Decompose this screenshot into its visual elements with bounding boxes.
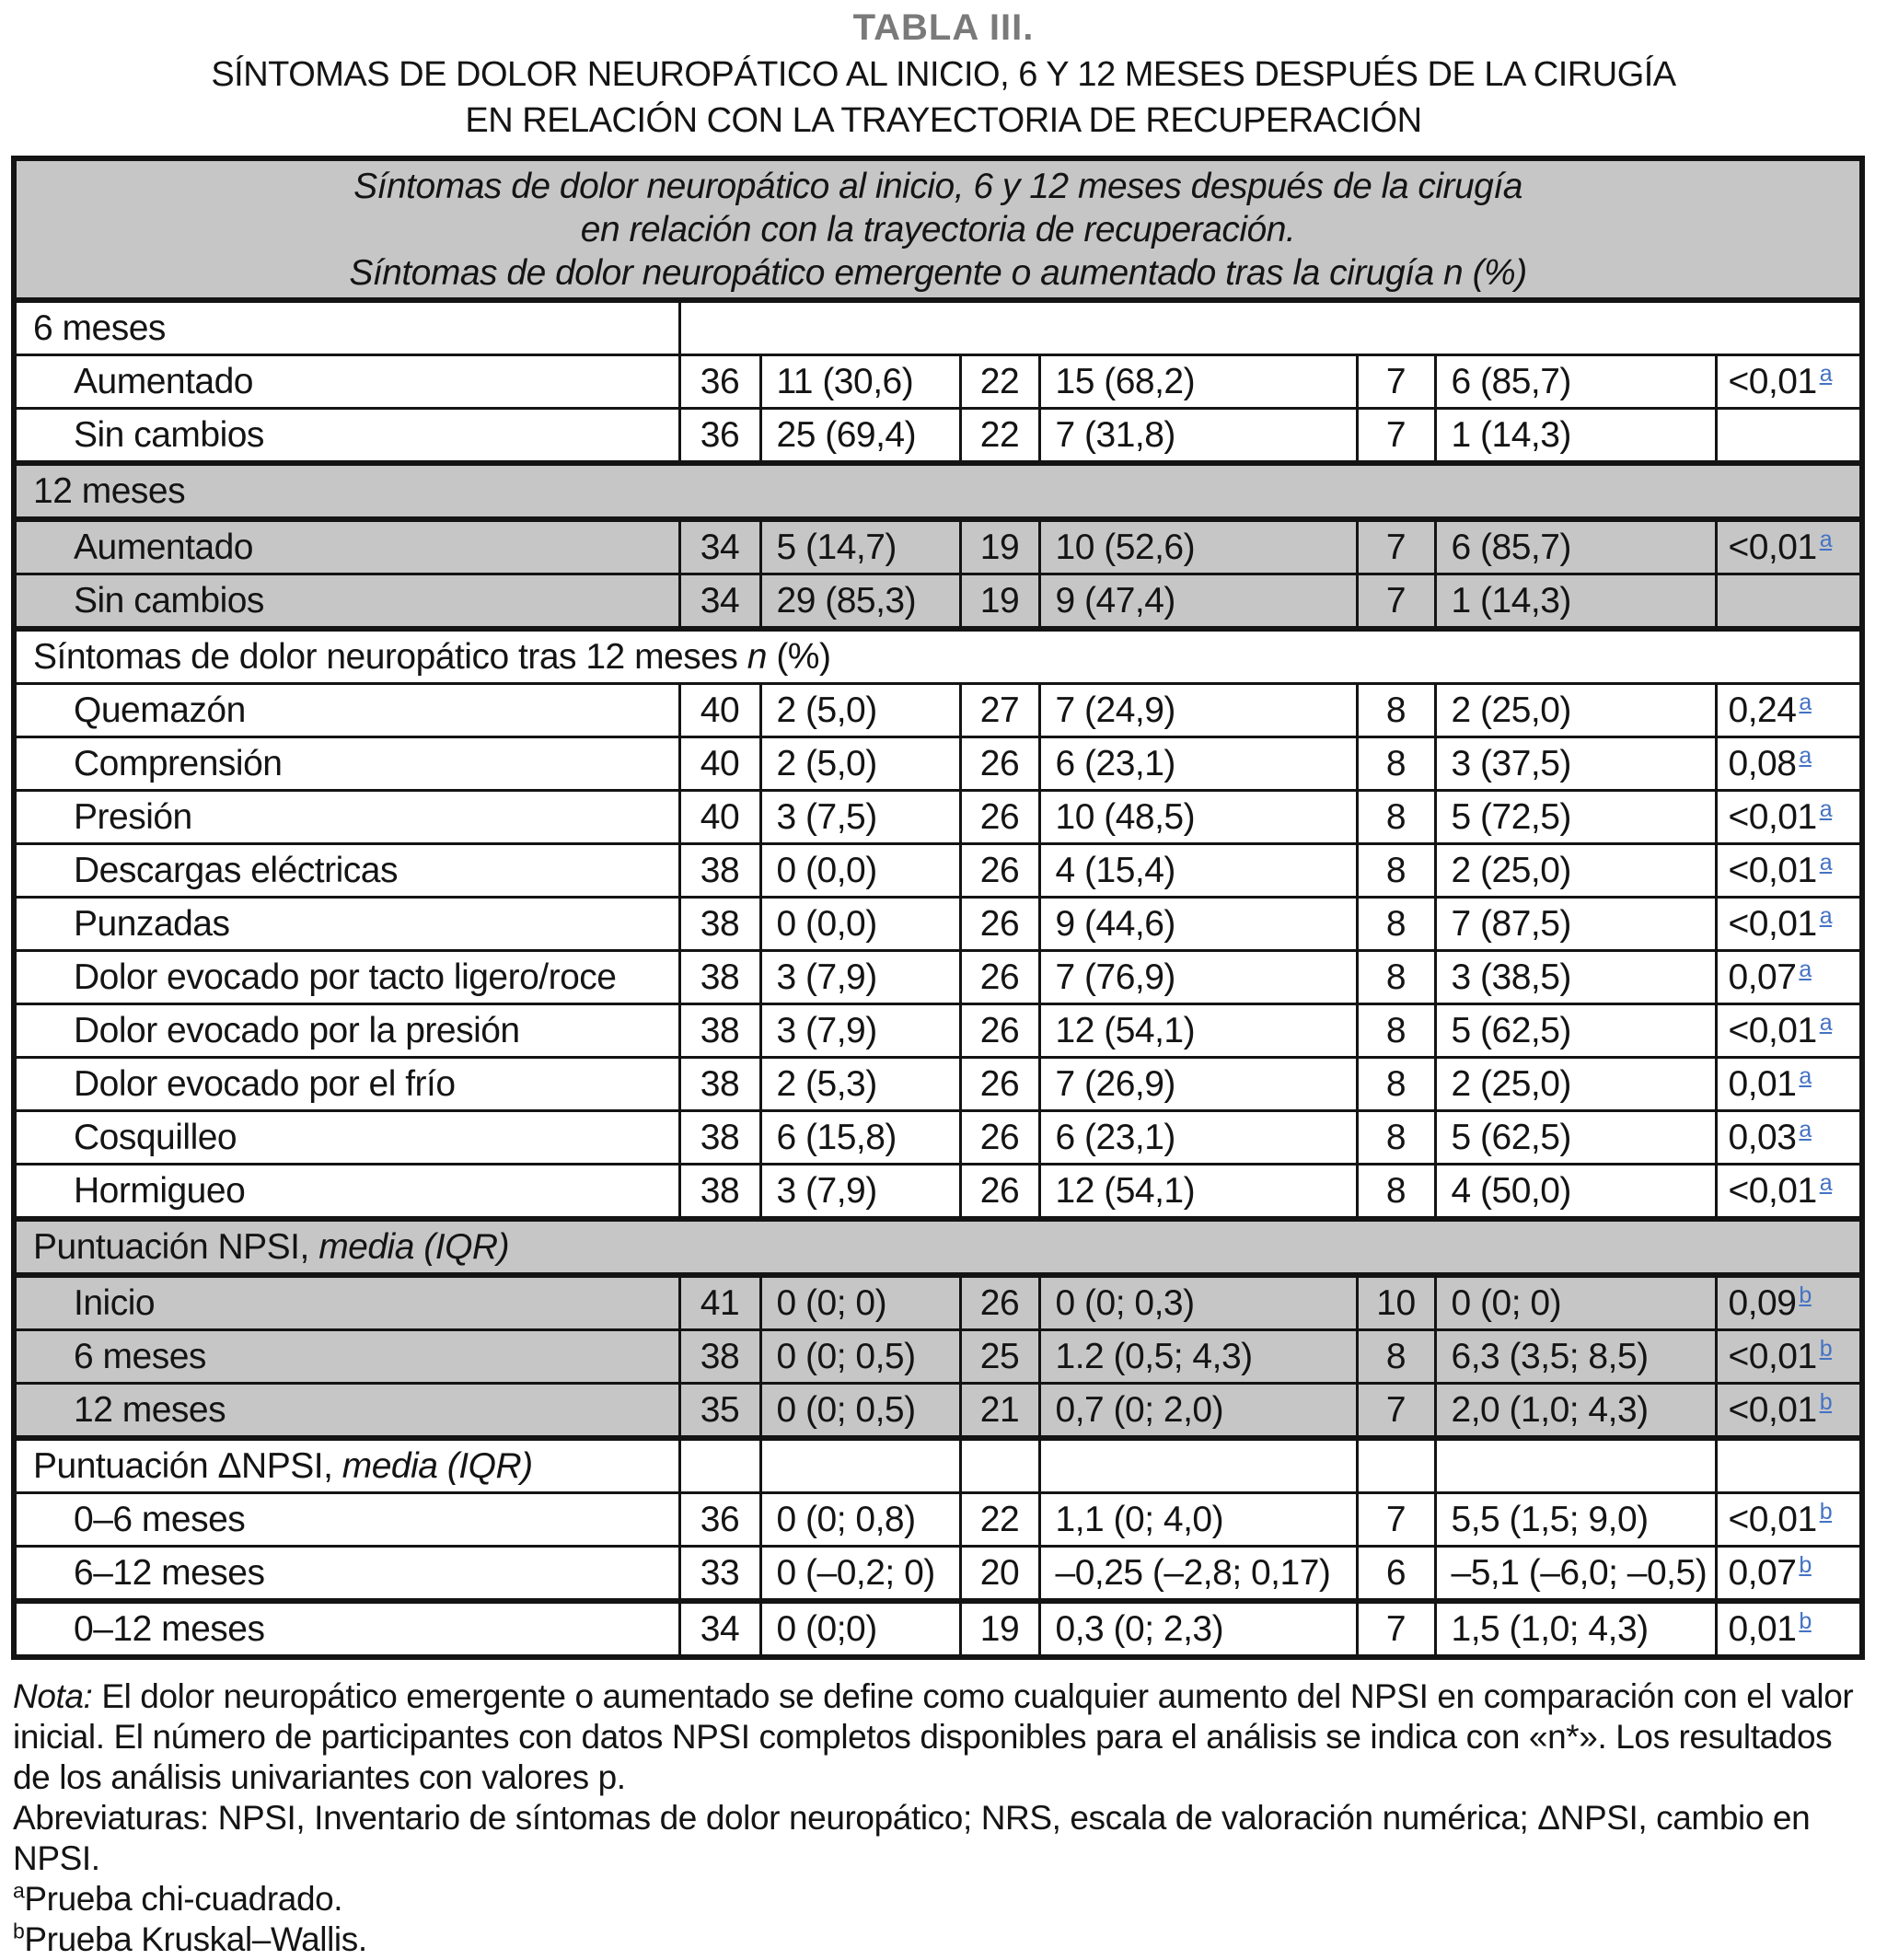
table-row xyxy=(14,684,1862,737)
p-value-cell xyxy=(1716,519,1862,574)
p-footnote-marker: a xyxy=(1819,902,1833,929)
value-cell: 0 (0,0) xyxy=(760,898,960,951)
empty-cell xyxy=(760,1438,960,1493)
p-value-text: <0,01 xyxy=(1728,1010,1817,1050)
section-label-cell xyxy=(14,629,1862,684)
n-cell: 26 xyxy=(960,1111,1039,1165)
n-cell: 8 xyxy=(1357,791,1435,844)
value-cell: 12 (54,1) xyxy=(1039,1004,1357,1058)
row-label-cell: Dolor evocado por el frío xyxy=(14,1058,679,1111)
label-part: Síntomas de dolor neuropático tras 12 meses xyxy=(33,636,747,677)
table-row xyxy=(14,1384,1862,1439)
label-part: El dolor neuropático emergente o aumentado se define como cualquier aumento del NPSI en comparación con el valor xyxy=(92,1677,1854,1715)
empty-cell xyxy=(1716,1438,1862,1493)
n-cell: 20 xyxy=(960,1547,1039,1602)
table-row xyxy=(14,574,1862,630)
value-cell: 7 (87,5) xyxy=(1435,898,1716,951)
value-cell: 4 (50,0) xyxy=(1435,1165,1716,1220)
value-cell: 10 (52,6) xyxy=(1039,519,1357,574)
table-row xyxy=(14,519,1862,574)
p-value-cell xyxy=(1716,1004,1862,1058)
section-label-cell xyxy=(14,300,679,355)
value-cell: 3 (7,5) xyxy=(760,791,960,844)
p-value-text: 0,01 xyxy=(1728,1608,1797,1649)
note-line xyxy=(13,1676,1887,1717)
n-cell: 7 xyxy=(1357,1601,1435,1657)
p-footnote-marker: b xyxy=(1819,1335,1833,1362)
n-cell: 19 xyxy=(960,519,1039,574)
label-part: (%) xyxy=(766,636,831,677)
p-value-cell xyxy=(1716,1330,1862,1384)
value-cell: 7 (26,9) xyxy=(1039,1058,1357,1111)
row-label-cell: Presión xyxy=(14,791,679,844)
n-cell: 38 xyxy=(679,844,760,898)
label-part: 12 meses xyxy=(33,470,186,511)
value-cell: 1 (14,3) xyxy=(1435,574,1716,630)
value-cell: 2 (5,0) xyxy=(760,737,960,791)
n-cell: 38 xyxy=(679,951,760,1004)
row-label-cell: 0–12 meses xyxy=(14,1601,679,1657)
table-row xyxy=(14,1330,1862,1384)
row-label-cell: Dolor evocado por tacto ligero/roce xyxy=(14,951,679,1004)
n-cell: 8 xyxy=(1357,684,1435,737)
p-value-text: 0,07 xyxy=(1728,1552,1797,1593)
n-cell: 7 xyxy=(1357,1493,1435,1547)
n-cell: 7 xyxy=(1357,519,1435,574)
value-cell: 6 (85,7) xyxy=(1435,355,1716,409)
value-cell: 2 (25,0) xyxy=(1435,684,1716,737)
value-cell: 15 (68,2) xyxy=(1039,355,1357,409)
p-value-text: <0,01 xyxy=(1728,361,1817,401)
n-cell: 7 xyxy=(1357,355,1435,409)
p-footnote-marker: a xyxy=(1819,1009,1833,1036)
label-part: Abreviaturas: NPSI, Inventario de síntomas de dolor neuropático; NRS, escala de valoración numérica; ΔNPSI, cambio en NPSI. xyxy=(13,1799,1811,1877)
symptoms-table xyxy=(11,156,1865,1660)
value-cell: 5 (14,7) xyxy=(760,519,960,574)
table-subtitle-line2: EN RELACIÓN CON LA TRAYECTORIA DE RECUPERACIÓN xyxy=(465,101,1422,140)
n-cell: 26 xyxy=(960,844,1039,898)
n-cell: 8 xyxy=(1357,1111,1435,1165)
n-cell: 8 xyxy=(1357,1165,1435,1220)
label-part: Puntuación ΔNPSI, xyxy=(33,1445,342,1486)
note-line xyxy=(13,1879,1887,1919)
value-cell: 2 (5,0) xyxy=(760,684,960,737)
section-label-cell xyxy=(14,463,1862,519)
n-cell: 26 xyxy=(960,898,1039,951)
n-cell: 7 xyxy=(1357,574,1435,630)
table-header-line: Síntomas de dolor neuropático al inicio, 6 y 12 meses después de la cirugía xyxy=(353,166,1522,206)
value-cell: 11 (30,6) xyxy=(760,355,960,409)
p-value-text: 0,01 xyxy=(1728,1063,1797,1104)
value-cell: 0 (0; 0) xyxy=(760,1275,960,1330)
value-cell: 0 (0; 0,8) xyxy=(760,1493,960,1547)
p-value-cell xyxy=(1716,1058,1862,1111)
n-cell: 33 xyxy=(679,1547,760,1602)
p-footnote-marker: a xyxy=(1799,1062,1812,1089)
value-cell: 1 (14,3) xyxy=(1435,409,1716,464)
n-cell: 22 xyxy=(960,1493,1039,1547)
value-cell: 2,0 (1,0; 4,3) xyxy=(1435,1384,1716,1439)
footnotes-block xyxy=(13,1676,1887,1960)
table-row xyxy=(14,1601,1862,1657)
value-cell: 5,5 (1,5; 9,0) xyxy=(1435,1493,1716,1547)
label-part: de los análisis univariantes con valores p. xyxy=(13,1758,626,1796)
p-value-cell xyxy=(1716,1384,1862,1439)
label-part: Puntuación NPSI, xyxy=(33,1226,319,1267)
section-row xyxy=(14,463,1862,519)
empty-cell xyxy=(679,300,1862,355)
empty-cell xyxy=(1357,1438,1435,1493)
section-row xyxy=(14,1219,1862,1275)
row-label-cell: 6–12 meses xyxy=(14,1547,679,1602)
n-cell: 38 xyxy=(679,1165,760,1220)
p-value-text: <0,01 xyxy=(1728,796,1817,837)
p-value-text: <0,01 xyxy=(1728,850,1817,890)
section-row xyxy=(14,1438,1862,1493)
value-cell: 25 (69,4) xyxy=(760,409,960,464)
section-label-cell xyxy=(14,1219,1862,1275)
n-cell: 7 xyxy=(1357,409,1435,464)
p-footnote-marker: b xyxy=(1819,1498,1833,1525)
row-label-cell: Cosquilleo xyxy=(14,1111,679,1165)
table-header-line: Síntomas de dolor neuropático emergente o aumentado tras la cirugía n (%) xyxy=(349,252,1527,293)
value-cell: 3 (38,5) xyxy=(1435,951,1716,1004)
p-value-cell xyxy=(1716,844,1862,898)
n-cell: 27 xyxy=(960,684,1039,737)
n-cell: 26 xyxy=(960,1058,1039,1111)
value-cell: 0 (0;0) xyxy=(760,1601,960,1657)
value-cell: –5,1 (–6,0; –0,5) xyxy=(1435,1547,1716,1602)
value-cell: 2 (25,0) xyxy=(1435,1058,1716,1111)
n-cell: 36 xyxy=(679,1493,760,1547)
n-cell: 40 xyxy=(679,684,760,737)
section-row xyxy=(14,629,1862,684)
value-cell: 6 (23,1) xyxy=(1039,737,1357,791)
table-row xyxy=(14,1493,1862,1547)
p-footnote-marker: a xyxy=(1819,360,1833,387)
value-cell: 0 (0; 0,3) xyxy=(1039,1275,1357,1330)
p-footnote-marker: a xyxy=(1819,849,1833,876)
n-cell: 26 xyxy=(960,737,1039,791)
value-cell: 3 (7,9) xyxy=(760,1165,960,1220)
empty-cell xyxy=(1435,1438,1716,1493)
table-row xyxy=(14,355,1862,409)
p-footnote-marker: a xyxy=(1799,689,1812,715)
n-cell: 38 xyxy=(679,1330,760,1384)
n-cell: 26 xyxy=(960,1165,1039,1220)
table-number-title: TABLA III. xyxy=(852,7,1035,48)
n-cell: 19 xyxy=(960,1601,1039,1657)
n-cell: 8 xyxy=(1357,1330,1435,1384)
p-value-text: 0,24 xyxy=(1728,690,1797,730)
row-label-cell: Comprensión xyxy=(14,737,679,791)
n-cell: 38 xyxy=(679,898,760,951)
p-value-cell xyxy=(1716,791,1862,844)
p-value-cell xyxy=(1716,1165,1862,1220)
value-cell: 0 (–0,2; 0) xyxy=(760,1547,960,1602)
note-line xyxy=(13,1919,1887,1960)
value-cell: 1.2 (0,5; 4,3) xyxy=(1039,1330,1357,1384)
table-subtitle-line1: SÍNTOMAS DE DOLOR NEUROPÁTICO AL INICIO, 6 Y 12 MESES DESPUÉS DE LA CIRUGÍA xyxy=(211,55,1676,94)
p-value-cell xyxy=(1716,1547,1862,1602)
value-cell: 9 (44,6) xyxy=(1039,898,1357,951)
label-part: 6 meses xyxy=(33,307,166,348)
value-cell: 1,1 (0; 4,0) xyxy=(1039,1493,1357,1547)
n-cell: 34 xyxy=(679,574,760,630)
p-value-text: <0,01 xyxy=(1728,903,1817,944)
p-value-cell xyxy=(1716,684,1862,737)
value-cell: 3 (7,9) xyxy=(760,1004,960,1058)
n-cell: 8 xyxy=(1357,844,1435,898)
value-cell: –0,25 (–2,8; 0,17) xyxy=(1039,1547,1357,1602)
n-cell: 26 xyxy=(960,1275,1039,1330)
n-cell: 7 xyxy=(1357,1384,1435,1439)
value-cell: 0 (0; 0) xyxy=(1435,1275,1716,1330)
label-part: inicial. El número de participantes con datos NPSI completos disponibles para el análisis se indica con «n*». Los resultados xyxy=(13,1718,1833,1756)
p-value-text: 0,09 xyxy=(1728,1282,1797,1323)
row-label-cell: Sin cambios xyxy=(14,409,679,464)
p-value-text: 0,07 xyxy=(1728,957,1797,997)
n-cell: 40 xyxy=(679,737,760,791)
n-cell: 21 xyxy=(960,1384,1039,1439)
row-label-cell: Aumentado xyxy=(14,519,679,574)
p-value-cell xyxy=(1716,355,1862,409)
n-cell: 40 xyxy=(679,791,760,844)
table-row xyxy=(14,409,1862,464)
p-value-cell xyxy=(1716,574,1862,630)
p-footnote-marker: a xyxy=(1819,795,1833,822)
table-row xyxy=(14,1058,1862,1111)
n-cell: 38 xyxy=(679,1004,760,1058)
note-line xyxy=(13,1798,1887,1879)
table-row xyxy=(14,791,1862,844)
empty-cell xyxy=(1039,1438,1357,1493)
n-cell: 34 xyxy=(679,1601,760,1657)
p-value-text: <0,01 xyxy=(1728,1389,1817,1430)
n-cell: 38 xyxy=(679,1111,760,1165)
p-footnote-marker: b xyxy=(1819,1388,1833,1415)
value-cell: 1,5 (1,0; 4,3) xyxy=(1435,1601,1716,1657)
section-label-cell xyxy=(14,1438,679,1493)
p-footnote-marker: b xyxy=(1799,1607,1812,1634)
note-line xyxy=(13,1757,1887,1798)
p-value-text: <0,01 xyxy=(1728,1336,1817,1376)
title-block xyxy=(0,0,1887,141)
p-value-cell xyxy=(1716,951,1862,1004)
label-italic-part: Nota: xyxy=(13,1677,93,1715)
table-row xyxy=(14,951,1862,1004)
value-cell: 0,3 (0; 2,3) xyxy=(1039,1601,1357,1657)
p-footnote-marker: a xyxy=(1819,526,1833,552)
value-cell: 0 (0; 0,5) xyxy=(760,1384,960,1439)
n-cell: 34 xyxy=(679,519,760,574)
value-cell: 29 (85,3) xyxy=(760,574,960,630)
value-cell: 9 (47,4) xyxy=(1039,574,1357,630)
p-footnote-marker: a xyxy=(1799,742,1812,769)
p-footnote-marker: a xyxy=(1819,1169,1833,1196)
value-cell: 6 (23,1) xyxy=(1039,1111,1357,1165)
row-label-cell: Punzadas xyxy=(14,898,679,951)
value-cell: 7 (31,8) xyxy=(1039,409,1357,464)
n-cell: 22 xyxy=(960,355,1039,409)
value-cell: 3 (7,9) xyxy=(760,951,960,1004)
p-footnote-marker: a xyxy=(1799,1116,1812,1142)
p-value-text: 0,08 xyxy=(1728,743,1797,783)
value-cell: 6 (15,8) xyxy=(760,1111,960,1165)
n-cell: 8 xyxy=(1357,898,1435,951)
value-cell: 5 (62,5) xyxy=(1435,1004,1716,1058)
n-cell: 26 xyxy=(960,951,1039,1004)
table-row xyxy=(14,1547,1862,1602)
table-row xyxy=(14,844,1862,898)
n-cell: 25 xyxy=(960,1330,1039,1384)
value-cell: 2 (5,3) xyxy=(760,1058,960,1111)
row-label-cell: 12 meses xyxy=(14,1384,679,1439)
value-cell: 7 (24,9) xyxy=(1039,684,1357,737)
n-cell: 8 xyxy=(1357,1058,1435,1111)
table-header-row xyxy=(14,158,1862,300)
table-row xyxy=(14,1004,1862,1058)
n-cell: 26 xyxy=(960,1004,1039,1058)
value-cell: 12 (54,1) xyxy=(1039,1165,1357,1220)
n-cell: 38 xyxy=(679,1058,760,1111)
row-label-cell: 0–6 meses xyxy=(14,1493,679,1547)
value-cell: 5 (72,5) xyxy=(1435,791,1716,844)
table-row xyxy=(14,1165,1862,1220)
table-header-line: en relación con la trayectoria de recuperación. xyxy=(580,209,1296,249)
p-value-text: 0,03 xyxy=(1728,1117,1797,1157)
table-header-cell xyxy=(14,158,1862,300)
value-cell: 0 (0,0) xyxy=(760,844,960,898)
n-cell: 10 xyxy=(1357,1275,1435,1330)
n-cell: 26 xyxy=(960,791,1039,844)
label-italic-part: media (IQR) xyxy=(318,1226,510,1267)
row-label-cell: Hormigueo xyxy=(14,1165,679,1220)
p-value-cell xyxy=(1716,409,1862,464)
p-value-text: <0,01 xyxy=(1728,1499,1817,1539)
p-footnote-marker: b xyxy=(1799,1551,1812,1578)
table-row xyxy=(14,898,1862,951)
n-cell: 36 xyxy=(679,409,760,464)
value-cell: 0,7 (0; 2,0) xyxy=(1039,1384,1357,1439)
value-cell: 0 (0; 0,5) xyxy=(760,1330,960,1384)
n-cell: 6 xyxy=(1357,1547,1435,1602)
row-label-cell: Quemazón xyxy=(14,684,679,737)
note-line xyxy=(13,1717,1887,1757)
note-footnote-marker: b xyxy=(13,1919,25,1943)
empty-cell xyxy=(960,1438,1039,1493)
value-cell: 4 (15,4) xyxy=(1039,844,1357,898)
table-row xyxy=(14,1111,1862,1165)
table-row xyxy=(14,737,1862,791)
p-value-cell xyxy=(1716,1275,1862,1330)
n-cell: 19 xyxy=(960,574,1039,630)
n-cell: 35 xyxy=(679,1384,760,1439)
section-row xyxy=(14,300,1862,355)
n-cell: 8 xyxy=(1357,737,1435,791)
note-footnote-marker: a xyxy=(13,1878,25,1903)
value-cell: 6,3 (3,5; 8,5) xyxy=(1435,1330,1716,1384)
p-value-cell xyxy=(1716,737,1862,791)
label-part: Prueba chi-cuadrado. xyxy=(24,1880,343,1918)
row-label-cell: 6 meses xyxy=(14,1330,679,1384)
table-row xyxy=(14,1275,1862,1330)
row-label-cell: Sin cambios xyxy=(14,574,679,630)
p-value-cell xyxy=(1716,1111,1862,1165)
value-cell: 3 (37,5) xyxy=(1435,737,1716,791)
n-cell: 36 xyxy=(679,355,760,409)
p-value-text: <0,01 xyxy=(1728,1170,1817,1211)
n-cell: 41 xyxy=(679,1275,760,1330)
row-label-cell: Descargas eléctricas xyxy=(14,844,679,898)
n-cell: 8 xyxy=(1357,1004,1435,1058)
value-cell: 2 (25,0) xyxy=(1435,844,1716,898)
row-label-cell: Inicio xyxy=(14,1275,679,1330)
label-italic-part: media (IQR) xyxy=(342,1445,533,1486)
n-cell: 22 xyxy=(960,409,1039,464)
value-cell: 5 (62,5) xyxy=(1435,1111,1716,1165)
p-value-text: <0,01 xyxy=(1728,527,1817,567)
value-cell: 7 (76,9) xyxy=(1039,951,1357,1004)
label-italic-part: n xyxy=(747,636,767,677)
value-cell: 10 (48,5) xyxy=(1039,791,1357,844)
empty-cell xyxy=(679,1438,760,1493)
p-footnote-marker: b xyxy=(1799,1282,1812,1308)
value-cell: 6 (85,7) xyxy=(1435,519,1716,574)
p-value-cell xyxy=(1716,1493,1862,1547)
p-value-cell xyxy=(1716,1601,1862,1657)
row-label-cell: Dolor evocado por la presión xyxy=(14,1004,679,1058)
p-footnote-marker: a xyxy=(1799,956,1812,982)
label-part: Prueba Kruskal–Wallis. xyxy=(24,1920,367,1958)
row-label-cell: Aumentado xyxy=(14,355,679,409)
p-value-cell xyxy=(1716,898,1862,951)
n-cell: 8 xyxy=(1357,951,1435,1004)
